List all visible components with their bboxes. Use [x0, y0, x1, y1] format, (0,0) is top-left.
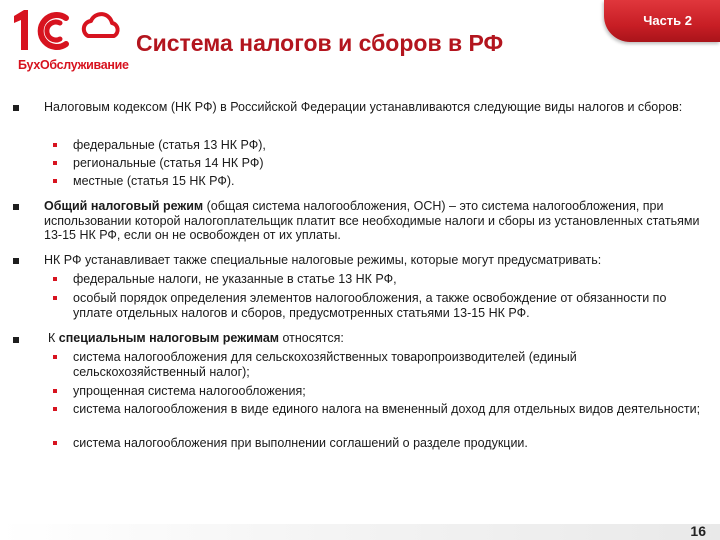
list-item: упрощенная система налогообложения;: [53, 384, 703, 399]
section-3-text: НК РФ устанавливает также специальные налоговые режимы, которые могут предусматривать:: [44, 253, 602, 267]
list-marker: [53, 441, 57, 445]
list-marker: [53, 161, 57, 165]
list-marker: [53, 277, 57, 281]
list-item: система налогообложения в виде единого налога на вмененный доход для отдельных видов деятельности;: [53, 402, 703, 417]
list-marker: [53, 389, 57, 393]
section-bullet: [13, 337, 19, 343]
list-item: особый порядок определения элементов налогообложения, а также освобождение от обязанности по уплате отдельных налогов и сборов, предусмотренных статьями 13-15 НК РФ.: [53, 291, 703, 320]
list-item: система налогообложения при выполнении соглашений о разделе продукции.: [53, 436, 703, 451]
list-marker: [53, 143, 57, 147]
logo-caption: БухОбслуживание: [18, 58, 129, 72]
list-item: система налогообложения для сельскохозяйственных товаропроизводителей (единый сельскохозяйственный налог);: [53, 350, 703, 379]
part-badge: [604, 0, 720, 42]
logo-1c-icon: [8, 6, 126, 54]
special-regimes-term: специальным налоговым режимам: [58, 331, 280, 345]
section-bullet: [13, 258, 19, 264]
company-logo: [8, 6, 129, 74]
list-marker: [53, 179, 57, 183]
list-marker: [53, 296, 57, 300]
section-bullet: [13, 105, 19, 111]
footer-band: [0, 524, 720, 540]
page-title: Система налогов и сборов в РФ: [136, 30, 504, 56]
page-number: 16: [690, 523, 706, 539]
general-regime-term: Общий налоговый режим: [44, 199, 204, 213]
list-item: федеральные налоги, не указанные в статье 13 НК РФ,: [53, 272, 703, 287]
list-marker: [53, 407, 57, 411]
section-1-text: Налоговым кодексом (НК РФ) в Российской Федерации устанавливаются следующие виды налогов и сборов:: [44, 100, 683, 114]
section-4-text: К специальным налоговым режимам относятся:: [48, 331, 344, 345]
section-bullet: [13, 204, 19, 210]
list-item: федеральные (статья 13 НК РФ),: [53, 138, 703, 153]
list-item: региональные (статья 14 НК РФ): [53, 156, 703, 171]
section-2-text: Общий налоговый режим (общая система налогообложения, ОСН) – это система налогообложения, при использовании которой налогоплательщик платит все необходимые налоги и сборы из установленных статьями 13-15 НК РФ, если он не освобожден от их уплаты.: [44, 199, 700, 243]
list-item: местные (статья 15 НК РФ).: [53, 174, 703, 189]
part-label: Часть 2: [643, 13, 692, 28]
list-marker: [53, 355, 57, 359]
